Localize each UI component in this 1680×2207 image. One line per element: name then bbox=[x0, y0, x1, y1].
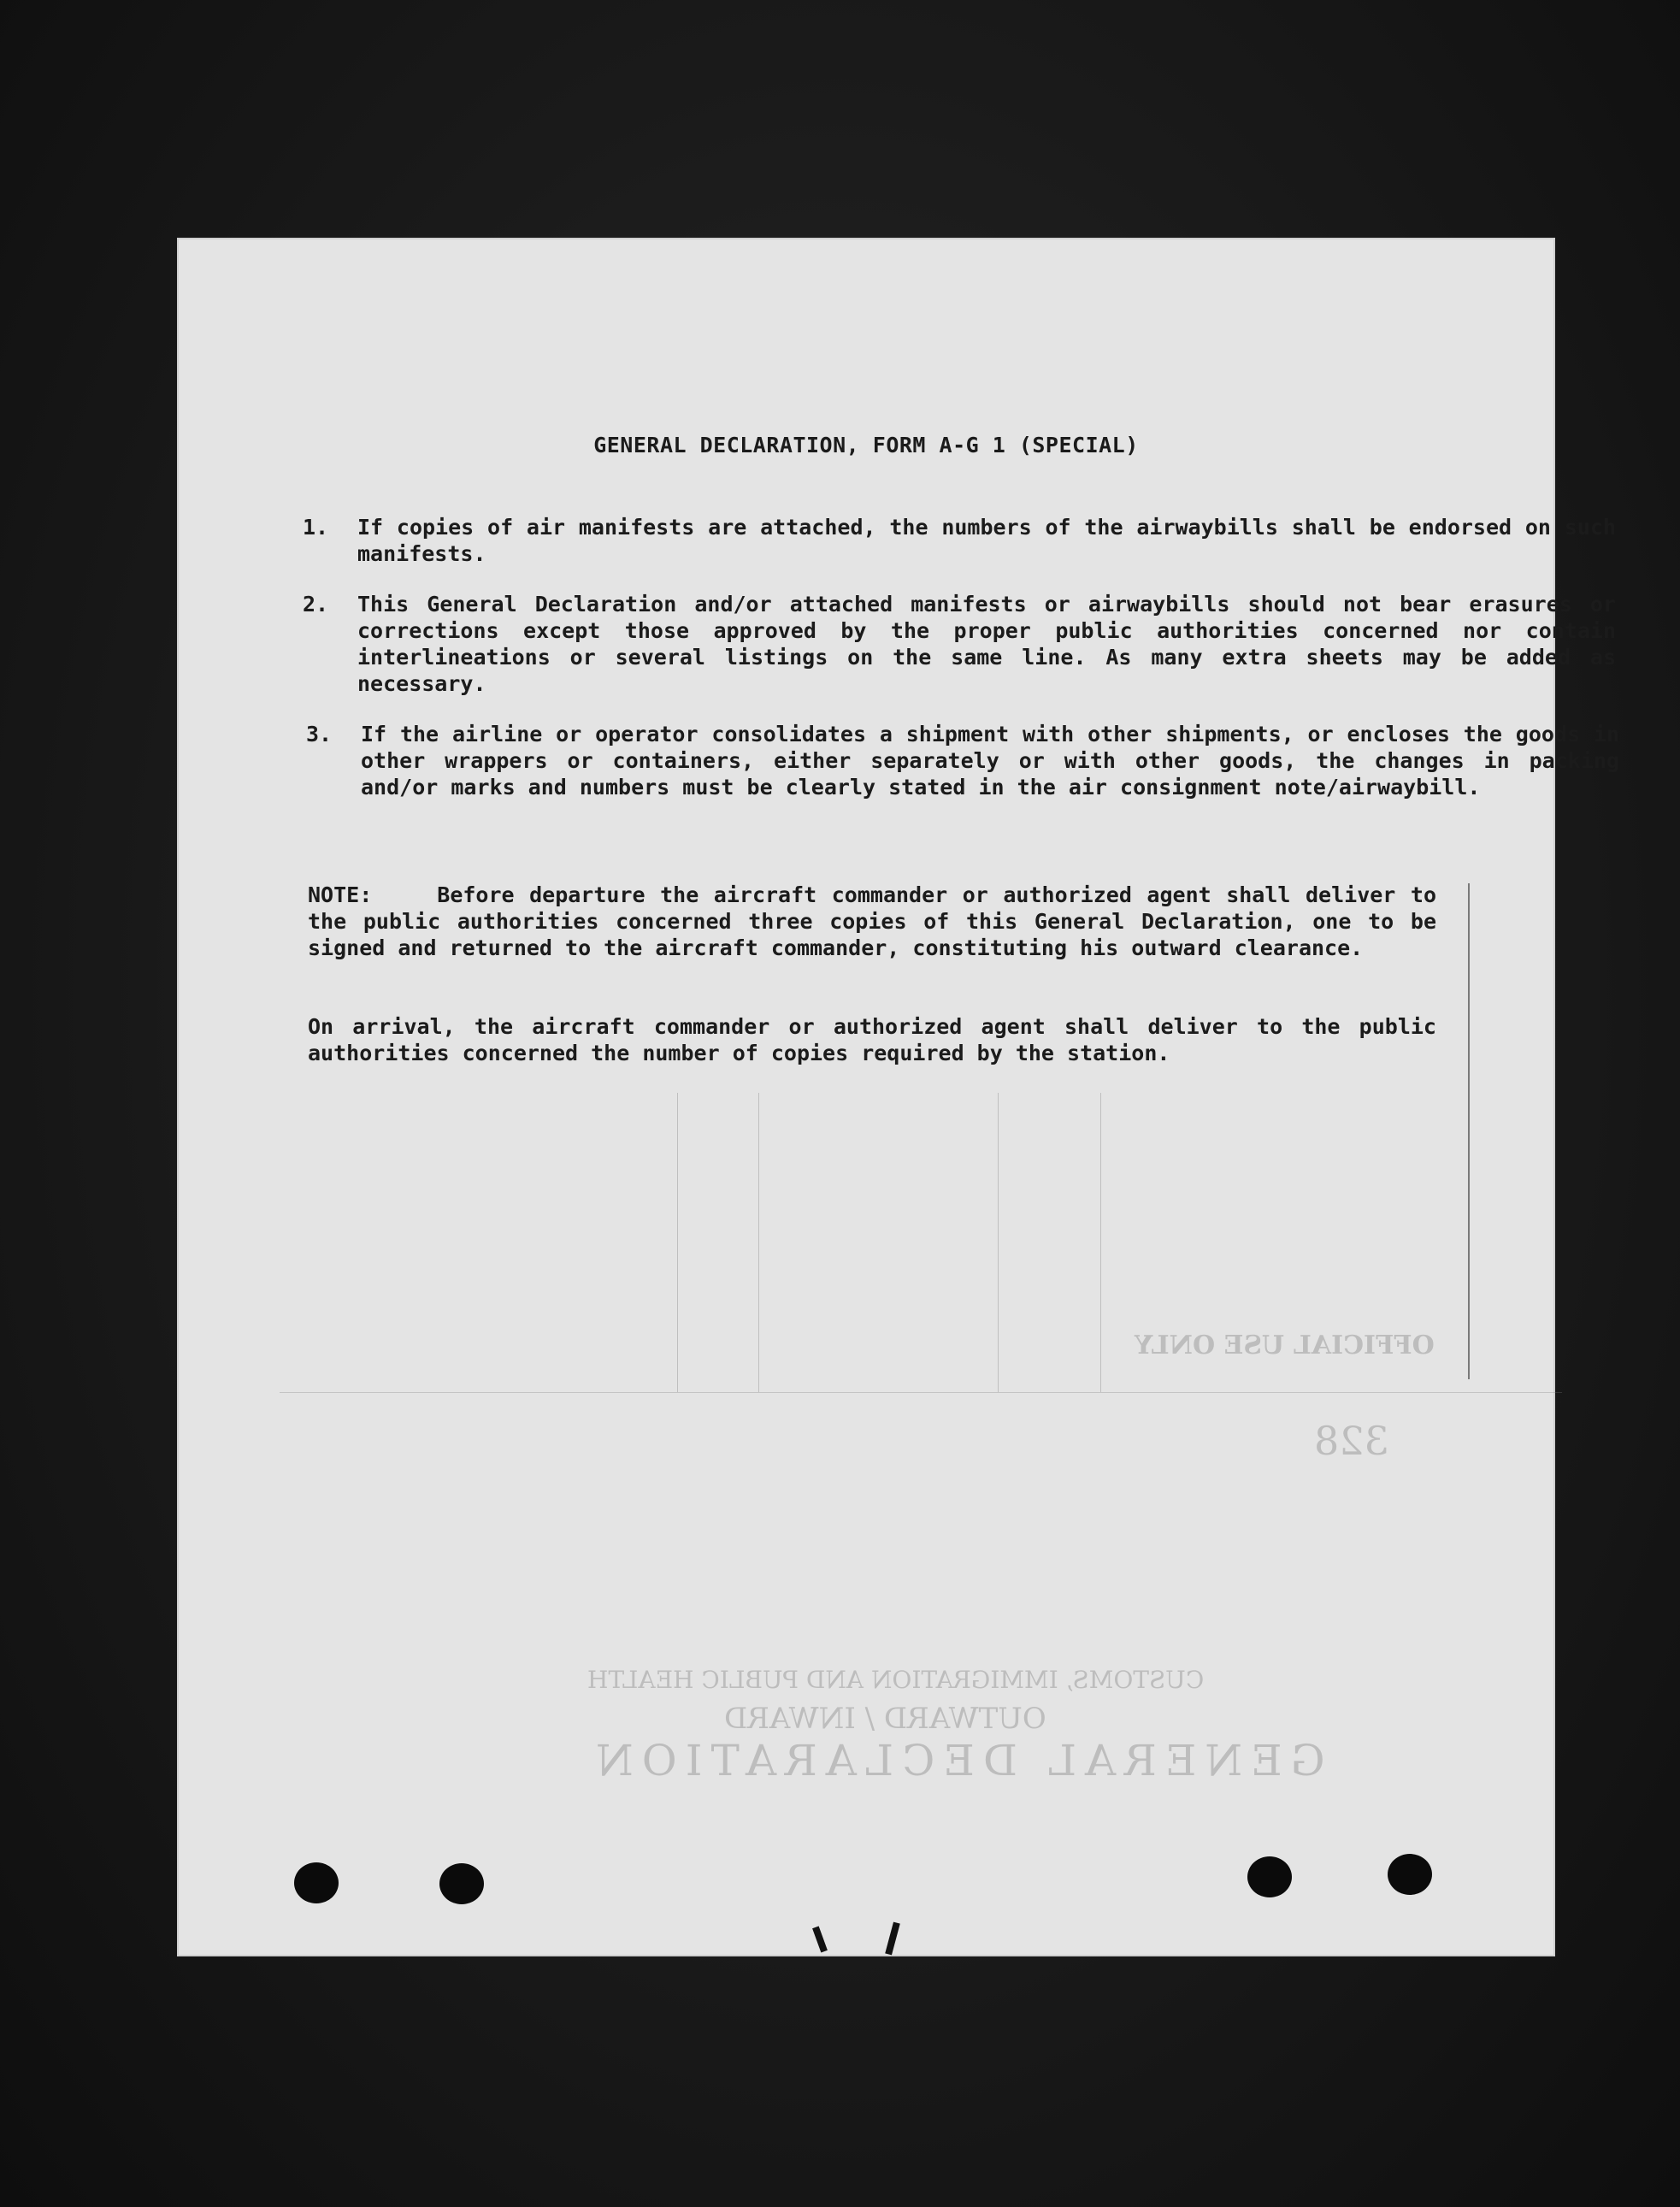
punch-hole bbox=[439, 1863, 484, 1904]
instruction-item bbox=[303, 514, 1616, 567]
item-text: This General Declaration and/or attached manifests or airwaybills should not bear erasures or corrections except those approved by the proper public authorities concerned nor contain interlineations or several listings on the same line. As many extra sheets may be added as necessary. bbox=[357, 592, 1616, 696]
margin-rule bbox=[1468, 883, 1470, 1379]
item-number: 2. bbox=[303, 592, 329, 617]
item-number: 1. bbox=[303, 515, 329, 540]
document-page bbox=[177, 238, 1619, 1956]
bleed-through-official-use: OFFICIAL USE ONLY bbox=[1135, 1331, 1435, 1360]
instruction-item bbox=[306, 721, 1619, 800]
instruction-item bbox=[303, 591, 1616, 697]
punch-hole bbox=[1247, 1856, 1292, 1897]
bleed-through-agencies: CUSTOMS, IMMIGRATION AND PUBLIC HEALTH bbox=[587, 1666, 1205, 1694]
document-content bbox=[177, 238, 1619, 1956]
item-text: If the airline or operator consolidates a shipment with other shipments, or encloses the goods in other wrappers or containers, either separately or with other goods, the changes in packing and/or marks and numbers must be clearly stated in the air consignment note/airwaybill. bbox=[361, 722, 1619, 800]
note-text: Before departure the aircraft commander or authorized agent shall deliver to the public authorities concerned three copies of this General Declaration, one to be signed and returned to the aircraft commander, constituting his outward clearance. bbox=[308, 882, 1436, 960]
punch-hole bbox=[1388, 1854, 1432, 1895]
arrival-text: On arrival, the aircraft commander or authorized agent shall deliver to the public authorities concerned the number of copies required by the station. bbox=[308, 1014, 1436, 1065]
arrival-paragraph bbox=[308, 1013, 1436, 1066]
bleed-through-subheading: OUTWARD / INWARD bbox=[724, 1702, 1046, 1736]
page-title: GENERAL DECLARATION, FORM A-G 1 (SPECIAL) bbox=[593, 433, 1139, 457]
bleed-through-number: 328 bbox=[1314, 1418, 1389, 1464]
punch-hole bbox=[294, 1862, 339, 1903]
item-text: If copies of air manifests are attached, the numbers of the airwaybills shall be endorsed on such manifests. bbox=[357, 515, 1616, 566]
note-label: NOTE: bbox=[308, 882, 373, 907]
bleed-through-heading: GENERAL DECLARATION bbox=[587, 1736, 1325, 1785]
note-paragraph bbox=[308, 882, 1436, 961]
item-number: 3. bbox=[306, 722, 333, 746]
